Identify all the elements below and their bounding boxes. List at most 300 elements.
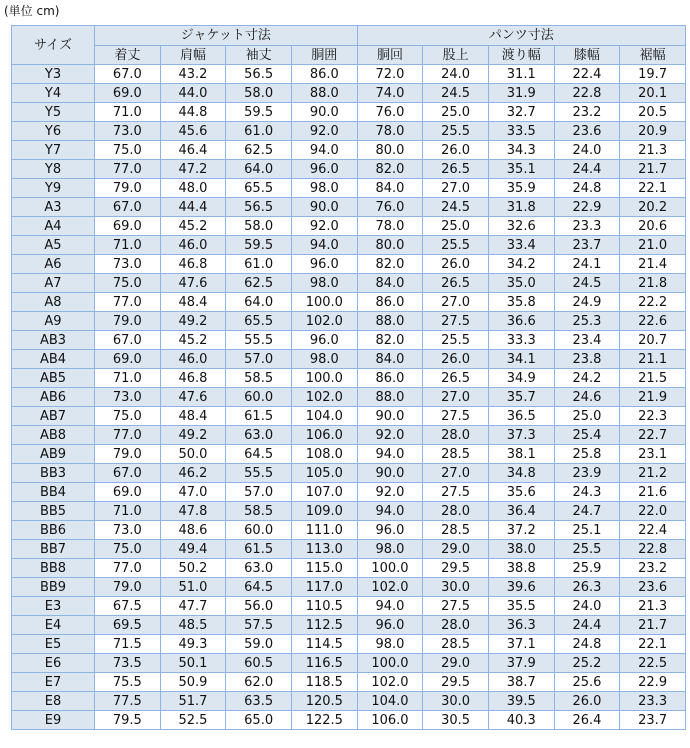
value-cell: 24.7 (554, 502, 620, 521)
value-cell: 22.1 (620, 179, 686, 198)
table-row (12, 160, 686, 179)
table-row (12, 426, 686, 445)
table-row (12, 654, 686, 673)
value-cell: 60.0 (226, 521, 292, 540)
value-cell: 86.0 (291, 65, 357, 84)
value-cell: 96.0 (357, 616, 423, 635)
value-cell: 34.9 (488, 369, 554, 388)
value-cell: 35.5 (488, 597, 554, 616)
value-cell: 45.2 (160, 331, 226, 350)
value-cell: 57.0 (226, 483, 292, 502)
value-cell: 28.5 (423, 445, 489, 464)
value-cell: 22.3 (620, 407, 686, 426)
value-cell: 27.0 (423, 293, 489, 312)
value-cell: 61.5 (226, 540, 292, 559)
value-cell: 82.0 (357, 160, 423, 179)
value-cell: 59.5 (226, 103, 292, 122)
value-cell: 32.7 (488, 103, 554, 122)
value-cell: 48.6 (160, 521, 226, 540)
value-cell: 73.0 (95, 255, 161, 274)
value-cell: 90.0 (291, 103, 357, 122)
value-cell: 63.0 (226, 559, 292, 578)
value-cell: 29.5 (423, 673, 489, 692)
size-cell: Y5 (12, 103, 95, 122)
value-cell: 71.0 (95, 369, 161, 388)
value-cell: 55.5 (226, 464, 292, 483)
size-cell: AB4 (12, 350, 95, 369)
size-cell: BB6 (12, 521, 95, 540)
value-cell: 94.0 (357, 502, 423, 521)
value-cell: 46.0 (160, 236, 226, 255)
value-cell: 22.5 (620, 654, 686, 673)
value-cell: 96.0 (357, 521, 423, 540)
value-cell: 88.0 (291, 84, 357, 103)
value-cell: 35.8 (488, 293, 554, 312)
value-cell: 21.8 (620, 274, 686, 293)
table-row (12, 84, 686, 103)
value-cell: 38.1 (488, 445, 554, 464)
value-cell: 25.5 (423, 122, 489, 141)
value-cell: 35.7 (488, 388, 554, 407)
value-cell: 73.0 (95, 388, 161, 407)
value-cell: 24.1 (554, 255, 620, 274)
value-cell: 40.3 (488, 711, 554, 730)
value-cell: 48.4 (160, 407, 226, 426)
value-cell: 67.0 (95, 464, 161, 483)
value-cell: 20.5 (620, 103, 686, 122)
value-cell: 56.5 (226, 65, 292, 84)
column-header: 渡り幅 (488, 46, 554, 65)
value-cell: 21.4 (620, 255, 686, 274)
value-cell: 67.5 (95, 597, 161, 616)
value-cell: 37.3 (488, 426, 554, 445)
value-cell: 115.0 (291, 559, 357, 578)
value-cell: 47.6 (160, 274, 226, 293)
value-cell: 116.5 (291, 654, 357, 673)
value-cell: 63.0 (226, 426, 292, 445)
value-cell: 37.1 (488, 635, 554, 654)
value-cell: 72.0 (357, 65, 423, 84)
unit-note: (単位 cm) (4, 4, 60, 18)
size-cell: Y9 (12, 179, 95, 198)
table-row (12, 369, 686, 388)
value-cell: 79.0 (95, 312, 161, 331)
value-cell: 23.7 (620, 711, 686, 730)
value-cell: 23.2 (620, 559, 686, 578)
value-cell: 92.0 (357, 483, 423, 502)
value-cell: 21.3 (620, 141, 686, 160)
value-cell: 122.5 (291, 711, 357, 730)
value-cell: 25.0 (423, 103, 489, 122)
value-cell: 45.6 (160, 122, 226, 141)
size-chart-table (11, 25, 686, 730)
value-cell: 28.0 (423, 616, 489, 635)
value-cell: 48.5 (160, 616, 226, 635)
value-cell: 25.4 (554, 426, 620, 445)
size-cell: A7 (12, 274, 95, 293)
value-cell: 76.0 (357, 103, 423, 122)
value-cell: 102.0 (357, 578, 423, 597)
value-cell: 30.0 (423, 692, 489, 711)
pants-group-header: パンツ寸法 (357, 26, 685, 46)
value-cell: 27.0 (423, 464, 489, 483)
table-row (12, 350, 686, 369)
value-cell: 58.0 (226, 217, 292, 236)
value-cell: 75.5 (95, 673, 161, 692)
value-cell: 29.0 (423, 540, 489, 559)
value-cell: 24.0 (554, 141, 620, 160)
value-cell: 43.2 (160, 65, 226, 84)
value-cell: 69.0 (95, 217, 161, 236)
value-cell: 33.5 (488, 122, 554, 141)
table-row (12, 255, 686, 274)
table-row (12, 673, 686, 692)
size-cell: Y6 (12, 122, 95, 141)
value-cell: 47.8 (160, 502, 226, 521)
value-cell: 56.0 (226, 597, 292, 616)
value-cell: 46.4 (160, 141, 226, 160)
value-cell: 24.9 (554, 293, 620, 312)
value-cell: 23.9 (554, 464, 620, 483)
value-cell: 20.9 (620, 122, 686, 141)
size-cell: A9 (12, 312, 95, 331)
value-cell: 60.0 (226, 388, 292, 407)
value-cell: 75.0 (95, 141, 161, 160)
value-cell: 24.2 (554, 369, 620, 388)
value-cell: 23.4 (554, 331, 620, 350)
value-cell: 94.0 (291, 141, 357, 160)
value-cell: 110.5 (291, 597, 357, 616)
value-cell: 49.4 (160, 540, 226, 559)
value-cell: 50.0 (160, 445, 226, 464)
value-cell: 76.0 (357, 198, 423, 217)
value-cell: 26.0 (554, 692, 620, 711)
value-cell: 22.0 (620, 502, 686, 521)
value-cell: 75.0 (95, 540, 161, 559)
value-cell: 22.9 (554, 198, 620, 217)
value-cell: 102.0 (291, 312, 357, 331)
value-cell: 19.7 (620, 65, 686, 84)
value-cell: 24.8 (554, 635, 620, 654)
size-cell: E4 (12, 616, 95, 635)
value-cell: 59.5 (226, 236, 292, 255)
value-cell: 46.2 (160, 464, 226, 483)
value-cell: 21.7 (620, 160, 686, 179)
value-cell: 21.3 (620, 597, 686, 616)
size-cell: E5 (12, 635, 95, 654)
value-cell: 77.0 (95, 160, 161, 179)
value-cell: 26.5 (423, 369, 489, 388)
value-cell: 65.0 (226, 711, 292, 730)
value-cell: 75.0 (95, 407, 161, 426)
value-cell: 78.0 (357, 217, 423, 236)
value-cell: 92.0 (357, 426, 423, 445)
value-cell: 77.5 (95, 692, 161, 711)
size-cell: E8 (12, 692, 95, 711)
table-row (12, 65, 686, 84)
value-cell: 98.0 (291, 274, 357, 293)
value-cell: 77.0 (95, 426, 161, 445)
value-cell: 25.8 (554, 445, 620, 464)
value-cell: 27.5 (423, 597, 489, 616)
size-cell: E9 (12, 711, 95, 730)
value-cell: 23.6 (554, 122, 620, 141)
value-cell: 46.0 (160, 350, 226, 369)
value-cell: 71.0 (95, 103, 161, 122)
size-cell: A5 (12, 236, 95, 255)
value-cell: 35.9 (488, 179, 554, 198)
value-cell: 26.0 (423, 350, 489, 369)
value-cell: 46.8 (160, 369, 226, 388)
value-cell: 96.0 (291, 331, 357, 350)
value-cell: 57.5 (226, 616, 292, 635)
value-cell: 47.0 (160, 483, 226, 502)
value-cell: 25.5 (423, 331, 489, 350)
value-cell: 58.5 (226, 369, 292, 388)
value-cell: 22.8 (554, 84, 620, 103)
value-cell: 35.6 (488, 483, 554, 502)
value-cell: 88.0 (357, 388, 423, 407)
value-cell: 62.5 (226, 274, 292, 293)
value-cell: 64.5 (226, 578, 292, 597)
value-cell: 24.5 (554, 274, 620, 293)
value-cell: 31.9 (488, 84, 554, 103)
value-cell: 69.5 (95, 616, 161, 635)
column-header: 肩幅 (160, 46, 226, 65)
value-cell: 86.0 (357, 293, 423, 312)
size-cell: E7 (12, 673, 95, 692)
value-cell: 47.6 (160, 388, 226, 407)
value-cell: 39.5 (488, 692, 554, 711)
value-cell: 98.0 (291, 179, 357, 198)
value-cell: 26.5 (423, 274, 489, 293)
value-cell: 31.8 (488, 198, 554, 217)
value-cell: 26.5 (423, 160, 489, 179)
size-cell: BB9 (12, 578, 95, 597)
value-cell: 26.3 (554, 578, 620, 597)
value-cell: 92.0 (291, 217, 357, 236)
value-cell: 98.0 (357, 635, 423, 654)
table-row (12, 122, 686, 141)
value-cell: 21.9 (620, 388, 686, 407)
value-cell: 21.5 (620, 369, 686, 388)
value-cell: 75.0 (95, 274, 161, 293)
table-row (12, 692, 686, 711)
value-cell: 26.0 (423, 141, 489, 160)
value-cell: 65.5 (226, 312, 292, 331)
value-cell: 23.7 (554, 236, 620, 255)
size-cell: E3 (12, 597, 95, 616)
value-cell: 100.0 (291, 293, 357, 312)
value-cell: 25.0 (554, 407, 620, 426)
value-cell: 27.5 (423, 312, 489, 331)
table-row (12, 198, 686, 217)
value-cell: 21.0 (620, 236, 686, 255)
value-cell: 57.0 (226, 350, 292, 369)
value-cell: 38.8 (488, 559, 554, 578)
value-cell: 73.5 (95, 654, 161, 673)
column-header: 胴囲 (291, 46, 357, 65)
value-cell: 38.0 (488, 540, 554, 559)
value-cell: 28.0 (423, 426, 489, 445)
value-cell: 24.8 (554, 179, 620, 198)
value-cell: 105.0 (291, 464, 357, 483)
value-cell: 25.1 (554, 521, 620, 540)
size-cell: E6 (12, 654, 95, 673)
size-cell: BB5 (12, 502, 95, 521)
value-cell: 49.3 (160, 635, 226, 654)
size-cell: A4 (12, 217, 95, 236)
value-cell: 51.7 (160, 692, 226, 711)
value-cell: 50.1 (160, 654, 226, 673)
value-cell: 59.0 (226, 635, 292, 654)
value-cell: 20.6 (620, 217, 686, 236)
value-cell: 84.0 (357, 274, 423, 293)
value-cell: 24.5 (423, 84, 489, 103)
value-cell: 36.6 (488, 312, 554, 331)
value-cell: 94.0 (357, 597, 423, 616)
table-row (12, 616, 686, 635)
value-cell: 23.1 (620, 445, 686, 464)
value-cell: 31.1 (488, 65, 554, 84)
size-cell: A8 (12, 293, 95, 312)
value-cell: 108.0 (291, 445, 357, 464)
value-cell: 23.8 (554, 350, 620, 369)
value-cell: 46.8 (160, 255, 226, 274)
value-cell: 78.0 (357, 122, 423, 141)
column-header: 胴回 (357, 46, 423, 65)
value-cell: 34.3 (488, 141, 554, 160)
value-cell: 112.5 (291, 616, 357, 635)
size-cell: BB3 (12, 464, 95, 483)
size-header: サイズ (12, 26, 95, 65)
value-cell: 100.0 (291, 369, 357, 388)
value-cell: 80.0 (357, 141, 423, 160)
table-row (12, 483, 686, 502)
table-row (12, 274, 686, 293)
value-cell: 35.0 (488, 274, 554, 293)
value-cell: 23.3 (554, 217, 620, 236)
value-cell: 24.0 (423, 65, 489, 84)
value-cell: 56.5 (226, 198, 292, 217)
value-cell: 24.4 (554, 160, 620, 179)
value-cell: 21.6 (620, 483, 686, 502)
value-cell: 62.5 (226, 141, 292, 160)
value-cell: 38.7 (488, 673, 554, 692)
value-cell: 22.2 (620, 293, 686, 312)
column-header: 股上 (423, 46, 489, 65)
value-cell: 20.7 (620, 331, 686, 350)
value-cell: 33.4 (488, 236, 554, 255)
value-cell: 61.5 (226, 407, 292, 426)
value-cell: 79.0 (95, 179, 161, 198)
value-cell: 64.0 (226, 160, 292, 179)
value-cell: 47.2 (160, 160, 226, 179)
value-cell: 113.0 (291, 540, 357, 559)
value-cell: 62.0 (226, 673, 292, 692)
size-cell: Y7 (12, 141, 95, 160)
size-cell: AB3 (12, 331, 95, 350)
size-cell: A3 (12, 198, 95, 217)
size-cell: AB8 (12, 426, 95, 445)
value-cell: 77.0 (95, 559, 161, 578)
value-cell: 36.3 (488, 616, 554, 635)
value-cell: 94.0 (357, 445, 423, 464)
value-cell: 120.5 (291, 692, 357, 711)
value-cell: 24.4 (554, 616, 620, 635)
value-cell: 23.2 (554, 103, 620, 122)
value-cell: 96.0 (291, 255, 357, 274)
value-cell: 106.0 (357, 711, 423, 730)
value-cell: 114.5 (291, 635, 357, 654)
value-cell: 30.0 (423, 578, 489, 597)
value-cell: 58.5 (226, 502, 292, 521)
table-row (12, 179, 686, 198)
value-cell: 102.0 (357, 673, 423, 692)
value-cell: 84.0 (357, 350, 423, 369)
column-header: 着丈 (95, 46, 161, 65)
value-cell: 98.0 (357, 540, 423, 559)
value-cell: 100.0 (357, 654, 423, 673)
table-row (12, 464, 686, 483)
value-cell: 79.5 (95, 711, 161, 730)
value-cell: 100.0 (357, 559, 423, 578)
value-cell: 29.5 (423, 559, 489, 578)
value-cell: 22.1 (620, 635, 686, 654)
table-row (12, 293, 686, 312)
value-cell: 20.1 (620, 84, 686, 103)
value-cell: 25.2 (554, 654, 620, 673)
value-cell: 102.0 (291, 388, 357, 407)
table-row (12, 521, 686, 540)
column-header: 裾幅 (620, 46, 686, 65)
value-cell: 79.0 (95, 578, 161, 597)
value-cell: 67.0 (95, 198, 161, 217)
value-cell: 26.0 (423, 255, 489, 274)
value-cell: 35.1 (488, 160, 554, 179)
value-cell: 51.0 (160, 578, 226, 597)
value-cell: 24.5 (423, 198, 489, 217)
value-cell: 50.2 (160, 559, 226, 578)
value-cell: 60.5 (226, 654, 292, 673)
value-cell: 22.4 (620, 521, 686, 540)
value-cell: 25.0 (423, 217, 489, 236)
table-row (12, 407, 686, 426)
value-cell: 21.2 (620, 464, 686, 483)
size-cell: AB5 (12, 369, 95, 388)
value-cell: 44.8 (160, 103, 226, 122)
value-cell: 73.0 (95, 521, 161, 540)
value-cell: 21.7 (620, 616, 686, 635)
size-cell: BB4 (12, 483, 95, 502)
value-cell: 25.9 (554, 559, 620, 578)
value-cell: 28.5 (423, 635, 489, 654)
table-row (12, 578, 686, 597)
value-cell: 58.0 (226, 84, 292, 103)
value-cell: 48.4 (160, 293, 226, 312)
table-body (12, 65, 686, 730)
value-cell: 50.9 (160, 673, 226, 692)
value-cell: 64.5 (226, 445, 292, 464)
value-cell: 117.0 (291, 578, 357, 597)
value-cell: 109.0 (291, 502, 357, 521)
value-cell: 23.6 (620, 578, 686, 597)
value-cell: 61.0 (226, 122, 292, 141)
value-cell: 39.6 (488, 578, 554, 597)
value-cell: 27.0 (423, 388, 489, 407)
value-cell: 82.0 (357, 331, 423, 350)
value-cell: 34.1 (488, 350, 554, 369)
